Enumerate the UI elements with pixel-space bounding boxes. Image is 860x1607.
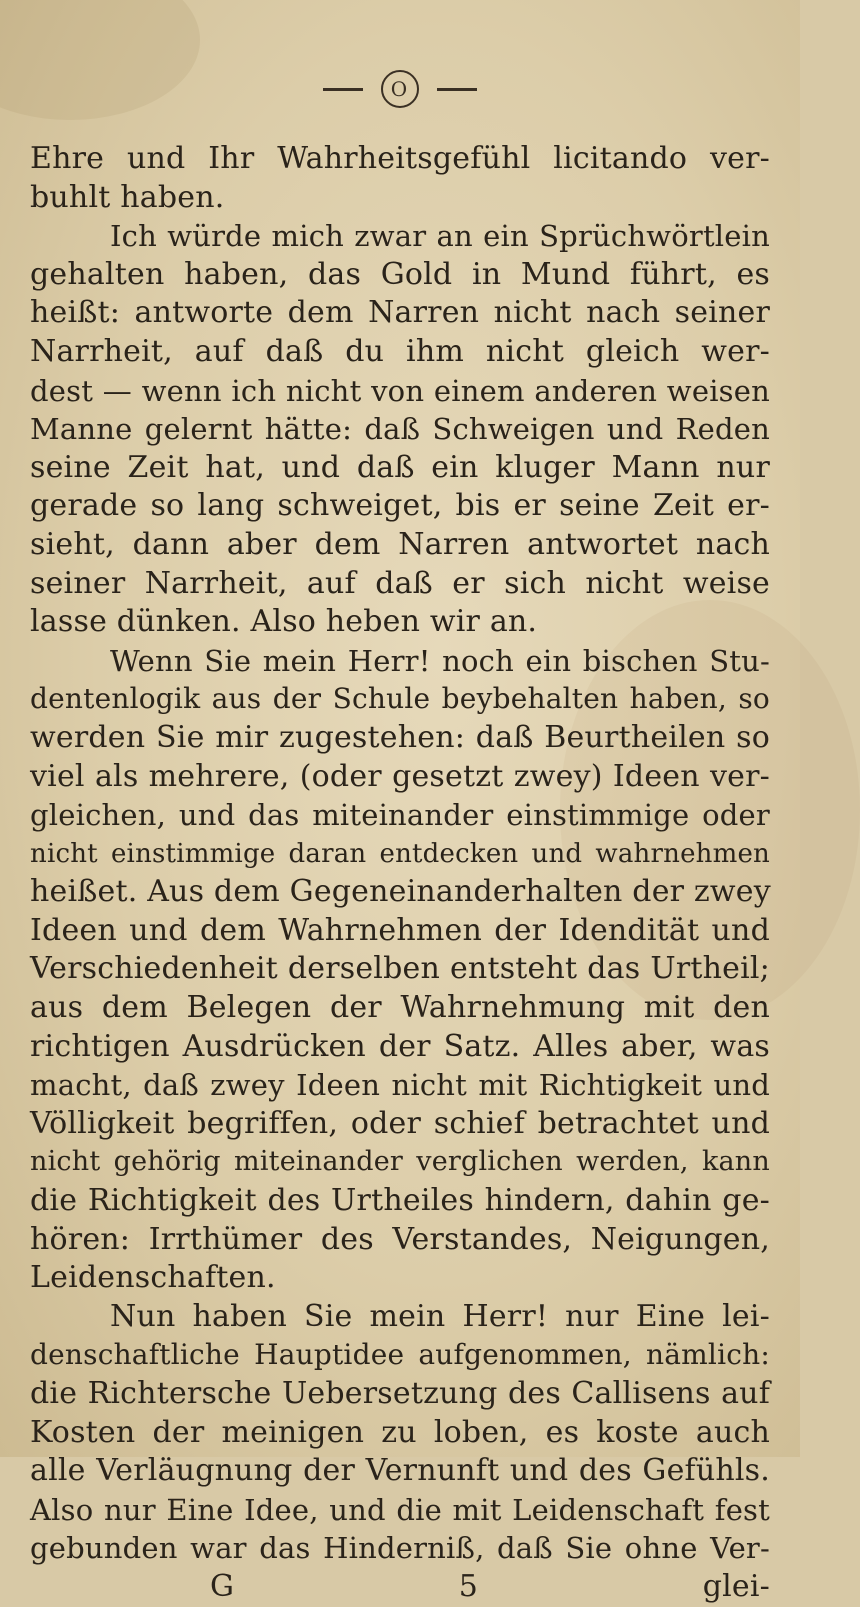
text-line: Wenn Sie mein Herr! noch ein bischen Stu- [110,643,770,678]
text-line: Ehre und Ihr Wahrheitsgefühl licitando ver- [30,141,770,176]
text-line: Völligkeit begriffen, oder schief betrachtet und [30,1105,770,1141]
text-line: nicht gehörig miteinander verglichen werden, kann [30,1146,770,1178]
text-line: Verschiedenheit derselben entsteht das Urtheil; [30,951,770,987]
text-line: Ich würde mich zwar an ein Sprüchwörtlein [110,219,770,254]
text-line: Kosten der meinigen zu loben, es koste auch [30,1414,770,1450]
catchword: glei- [702,1568,770,1604]
text-line: gehalten haben, das Gold in Mund führt, es [30,256,770,292]
text-line: dentenlogik aus der Schule beybehalten haben, so [30,682,770,716]
text-line: sieht, dann aber dem Narren antwortet nach [30,526,770,562]
text-line: Also nur Eine Idee, und die mit Leidenschaft fest [30,1492,770,1527]
text-line: Narrheit, auf daß du ihm nicht gleich wer- [30,333,770,369]
body-text [30,140,770,1607]
text-line: richtigen Ausdrücken der Satz. Alles aber, was [30,1028,770,1064]
text-line: seiner Narrheit, auf daß er sich nicht weise [30,565,770,601]
text-line: gerade so lang schweiget, bis er seine Zeit er- [30,488,770,524]
text-line: nicht einstimmige daran entdecken und wahrnehmen [30,838,770,869]
text-line: heißt: antworte dem Narren nicht nach seiner [30,295,770,331]
text-line: viel als mehrere, (oder gesetzt zwey) Ideen ver- [30,758,770,794]
header-ornament: O [381,70,419,108]
text-line: seine Zeit hat, und daß ein kluger Mann nur [30,449,770,485]
text-line: heißet. Aus dem Gegeneinanderhalten der zwey [30,874,771,910]
text-line: Manne gelernt hätte: daß Schweigen und Reden [30,412,770,447]
text-line: alle Verläugnung der Vernunft und des Gefühls. [30,1453,770,1489]
text-line: denschaftliche Hauptidee aufgenommen, nämlich: [30,1338,770,1372]
text-line: die Richtigkeit des Urtheiles hindern, dahin ge- [30,1183,770,1219]
text-line: Ideen und dem Wahrnehmen der Idendität und [30,912,770,948]
header-dash [323,88,363,91]
text-line: Nun haben Sie mein Herr! nur Eine lei- [110,1298,770,1334]
text-line: lasse dünken. Also heben wir an. [30,604,538,640]
text-line: dest — wenn ich nicht von einem anderen weisen [30,373,770,408]
header-dash [437,88,477,91]
text-line: werden Sie mir zugestehen: daß Beurtheilen so [30,719,770,755]
page-header [0,70,800,108]
text-line: die Richtersche Uebersetzung des Callisens auf [30,1376,770,1411]
text-line: gebunden war das Hinderniß, daß Sie ohne Ver- [30,1531,770,1566]
text-line: hören: Irrthümer des Verstandes, Neigungen, [30,1221,770,1257]
text-line: gleichen, und das miteinander einstimmige oder [30,798,770,833]
text-line: buhlt haben. [30,179,225,215]
page-footer [30,1568,770,1607]
signature-mark: G 5 [210,1568,479,1604]
text-line: aus dem Belegen der Wahrnehmung mit den [30,990,770,1026]
text-line: macht, daß zwey Ideen nicht mit Richtigkeit und [30,1068,770,1103]
text-line: Leidenschaften. [30,1260,276,1296]
